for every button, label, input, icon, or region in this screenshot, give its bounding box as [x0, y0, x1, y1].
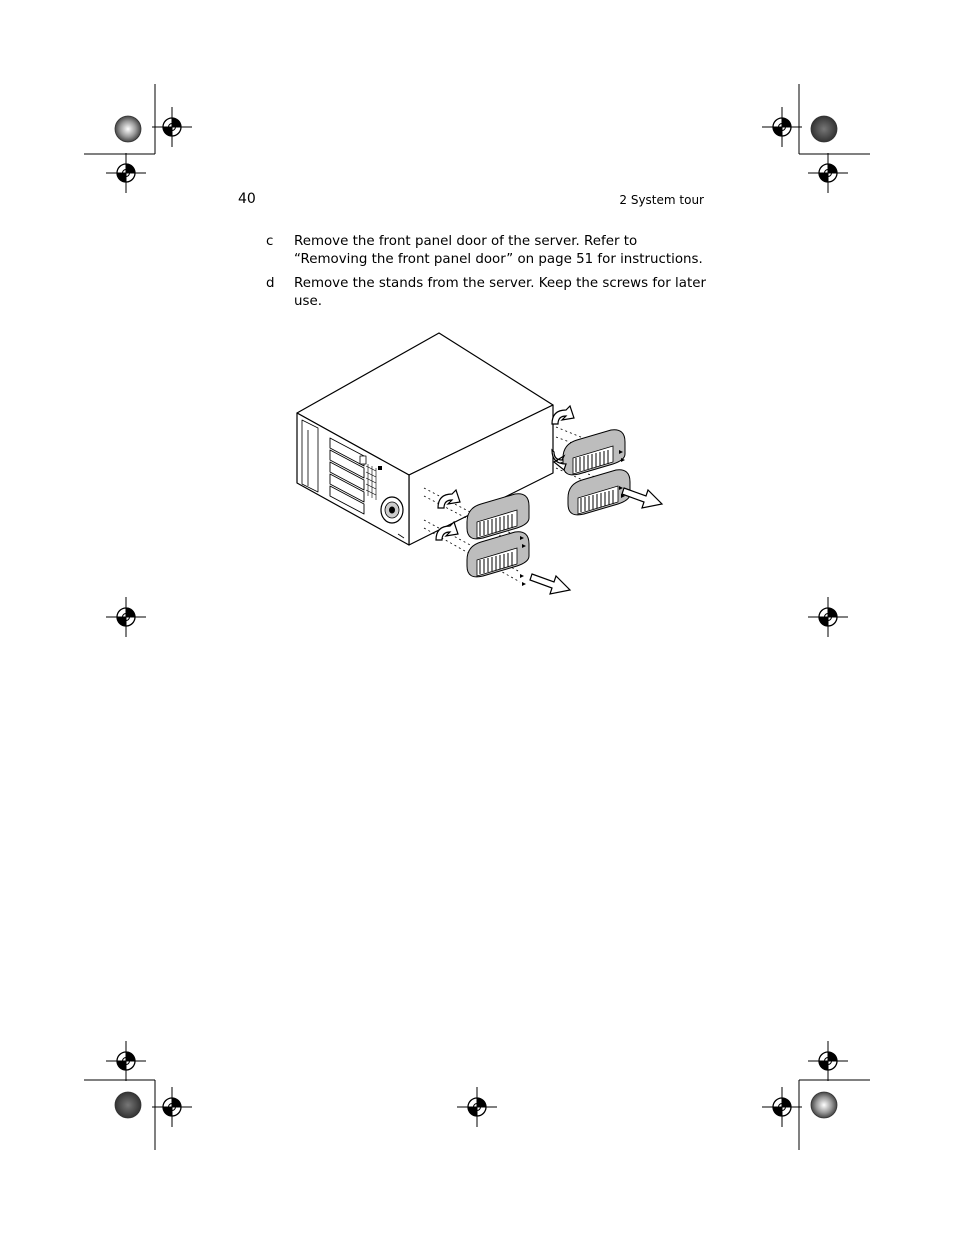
trim-lines — [84, 84, 870, 1150]
step-letter: d — [266, 276, 275, 291]
page-number: 40 — [238, 191, 256, 207]
step-text: Remove the stands from the server. Keep the screws for later use. — [294, 276, 706, 309]
color-wheels — [115, 116, 837, 1118]
step-letter: c — [266, 234, 274, 249]
running-header: 2 System tour — [619, 193, 704, 207]
step-text: Remove the front panel door of the server. Refer to “Removing the front panel door” on page 51 for instructions. — [294, 234, 703, 267]
registration-marks — [106, 107, 848, 1127]
